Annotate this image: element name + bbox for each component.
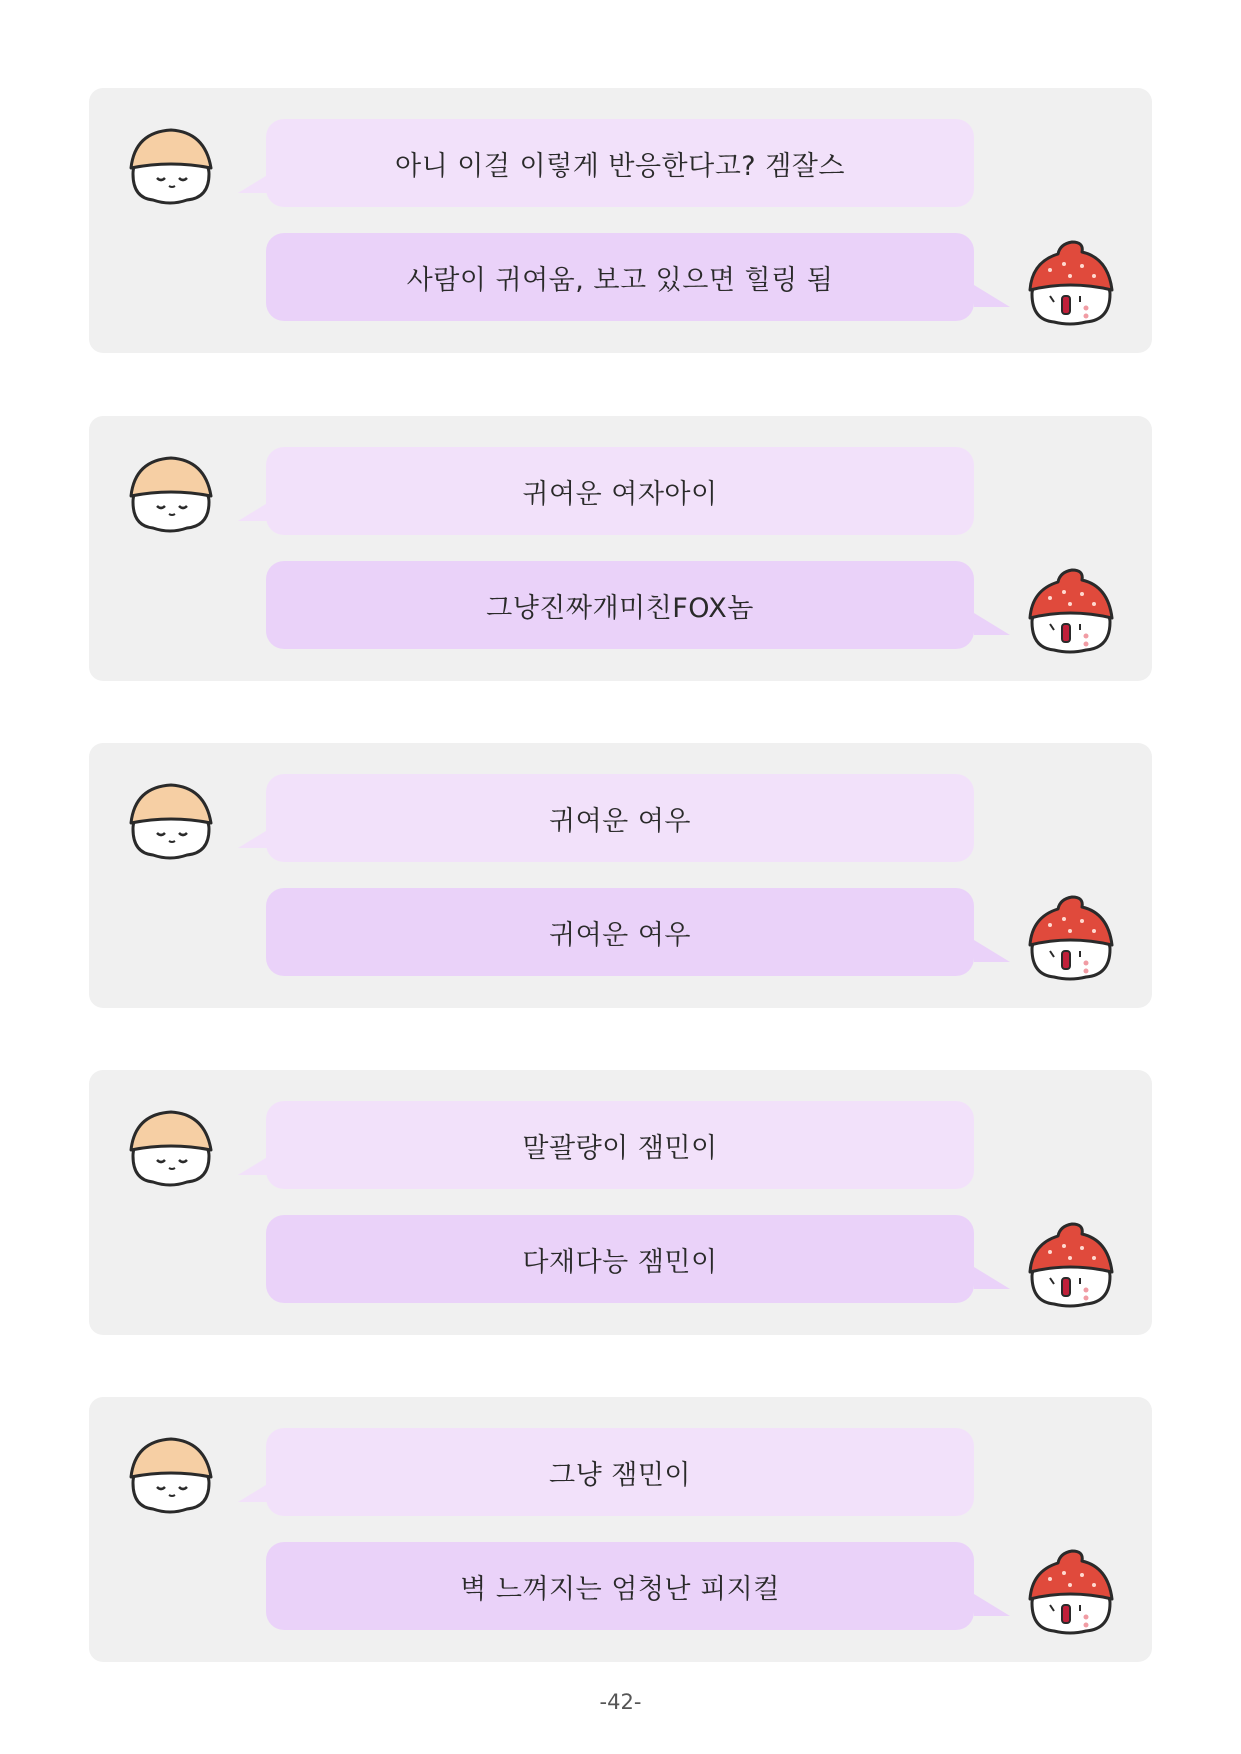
left-message-text: 귀여운 여우 [549, 805, 691, 837]
left-message-bubble [266, 1101, 974, 1189]
left-avatar [125, 126, 215, 206]
left-message-bubble [266, 774, 974, 862]
right-message-text: 그냥진짜개미친FOX놈 [486, 592, 754, 624]
left-message-bubble [266, 1428, 974, 1516]
right-avatar [1024, 891, 1116, 981]
left-avatar [125, 1435, 215, 1515]
left-avatar [125, 1108, 215, 1188]
conversation-card-3 [89, 743, 1152, 1008]
right-avatar [1024, 564, 1116, 654]
chestnut-hat-character-icon [125, 1435, 215, 1515]
red-hat-character-icon [1024, 1545, 1116, 1635]
bubble-tail-right [974, 285, 1010, 307]
conversation-card-1 [89, 88, 1152, 353]
right-message-text: 다재다능 잼민이 [522, 1246, 718, 1278]
bubble-tail-left [238, 499, 274, 521]
page-number: -42- [599, 1690, 642, 1714]
left-message-bubble [266, 447, 974, 535]
right-avatar [1024, 1545, 1116, 1635]
bubble-tail-left [238, 826, 274, 848]
right-message-bubble [266, 888, 974, 976]
red-hat-character-icon [1024, 236, 1116, 326]
right-message-bubble [266, 233, 974, 321]
left-avatar [125, 454, 215, 534]
left-message-text: 아니 이걸 이렇게 반응한다고? 겜잘스 [395, 150, 845, 182]
right-message-text: 벽 느껴지는 엄청난 피지컬 [460, 1573, 780, 1605]
left-message-bubble [266, 119, 974, 207]
chestnut-hat-character-icon [125, 454, 215, 534]
red-hat-character-icon [1024, 564, 1116, 654]
bubble-tail-left [238, 1480, 274, 1502]
bubble-tail-right [974, 613, 1010, 635]
bubble-tail-right [974, 1594, 1010, 1616]
conversation-card-2 [89, 416, 1152, 681]
red-hat-character-icon [1024, 1218, 1116, 1308]
conversation-card-5 [89, 1397, 1152, 1662]
red-hat-character-icon [1024, 891, 1116, 981]
right-message-bubble [266, 1215, 974, 1303]
right-avatar [1024, 1218, 1116, 1308]
bubble-tail-left [238, 171, 274, 193]
left-message-text: 그냥 잼민이 [549, 1459, 691, 1491]
left-avatar [125, 781, 215, 861]
right-message-bubble [266, 1542, 974, 1630]
chestnut-hat-character-icon [125, 126, 215, 206]
bubble-tail-left [238, 1153, 274, 1175]
right-message-text: 귀여운 여우 [549, 919, 691, 951]
right-message-text: 사람이 귀여움, 보고 있으면 힐링 됨 [406, 264, 834, 296]
bubble-tail-right [974, 940, 1010, 962]
left-message-text: 귀여운 여자아이 [522, 478, 718, 510]
left-message-text: 말괄량이 잼민이 [522, 1132, 718, 1164]
bubble-tail-right [974, 1267, 1010, 1289]
chestnut-hat-character-icon [125, 781, 215, 861]
right-avatar [1024, 236, 1116, 326]
chestnut-hat-character-icon [125, 1108, 215, 1188]
conversation-card-4 [89, 1070, 1152, 1335]
right-message-bubble [266, 561, 974, 649]
